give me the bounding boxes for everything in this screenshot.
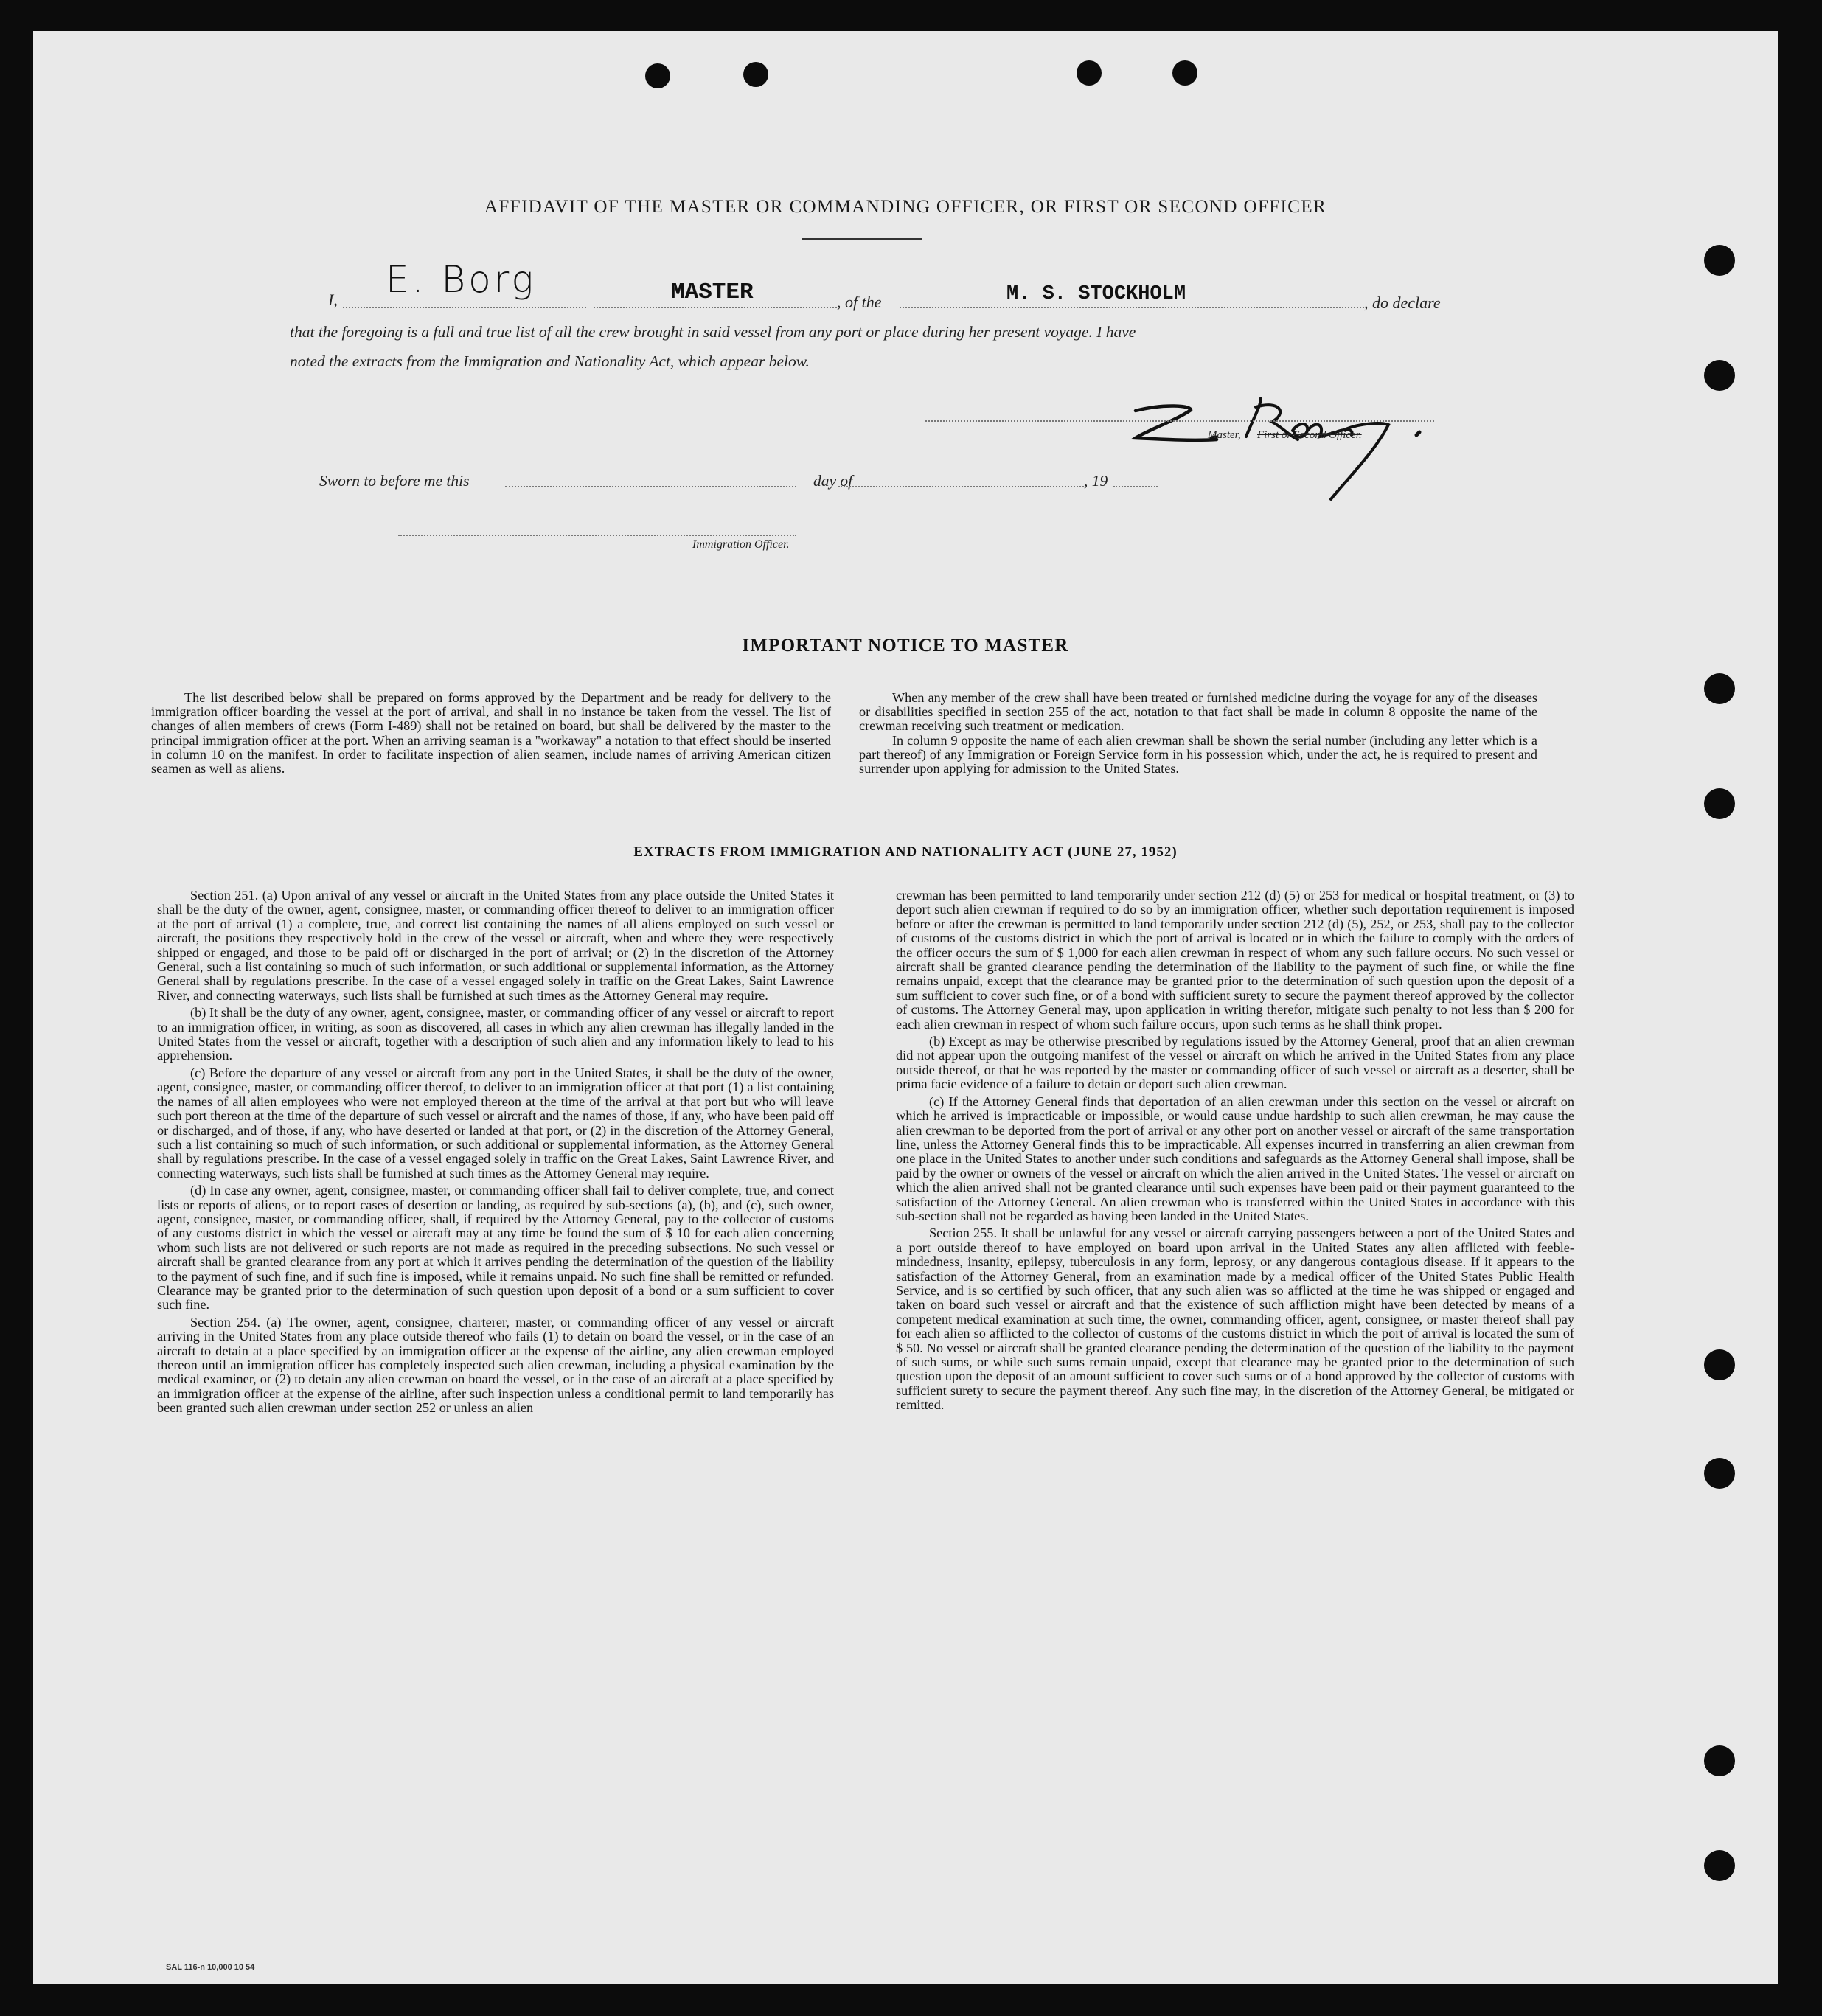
declarant-name-handwritten: E. Borg [386,258,537,301]
notice-title: IMPORTANT NOTICE TO MASTER [742,636,1069,656]
extract-paragraph: (b) It shall be the duty of any owner, agent, consignee, master, or commanding officer of any vessel or aircraft to report to an immigration officer, in writing, as soon as discovered, all cases in which any alien crewman has illegally landed in the United States from the vessel or aircraft, together with a description of such alien and any information likely to lead to his apprehension. [157,1005,834,1063]
signature-label-struck: First or Second Officer. [1257,429,1362,441]
punch-hole [1704,360,1735,391]
declaration-prefix: I, [328,291,338,309]
extract-paragraph: (c) Before the departure of any vessel or aircraft from any port in the United States, it shall be the duty of the owner, agent, consignee, master, or commanding officer thereof, to deliver to an immigration officer at that port (1) a list containing the names of all alien employees who were not employed thereon at the time of the arrival at that port but who will leave such port thereon at the time of the departure of such vessel or aircraft and the names of those, if any, who have been paid off or discharged, and of those, if any, who have deserted or landed at that port, or (2) in the discretion of the Attorney General, such a list containing so much of such information, or such additional or supplemental information, as the Attorney General shall by regulations prescribe. In the case of a vessel engaged solely in traffic on the Great Lakes, Saint Lawrence River, and connecting waterways, such lists shall be furnished at such times as the Attorney General may require. [157,1065,834,1181]
notice-paragraph: The list described below shall be prepared on forms approved by the Department and be ready for delivery to the immigration officer boarding the vessel at the port of arrival, and shall in no instance be taken from the vessel. The list of changes of alien members of crews (Form I-489) shall not be retained on board, but shall be delivered by the master to the principal immigration officer at the port. When an arriving seaman is a "workaway" a notation to that effect should be inserted in column 10 on the manifest. In order to facilitate inspection of alien seamen, include names of arriving American citizen seamen as well as aliens. [151,690,831,776]
extracts-left-column [157,889,834,1416]
punch-hole [1172,60,1197,86]
extracts-title: EXTRACTS FROM IMMIGRATION AND NATIONALITY ACT (JUNE 27, 1952) [633,844,1178,860]
punch-hole [1704,673,1735,704]
declaration-line-2: that the foregoing is a full and true list of all the crew brought in said vessel from any port or place during her present voyage. I have [290,323,1136,341]
do-declare-label: , do declare [1364,293,1441,312]
of-the-label: , of the [837,293,882,311]
rank-typed: MASTER [671,279,754,305]
extracts-right-column [896,889,1574,1413]
signature-label-master: Master, [1208,429,1241,441]
title-divider [802,238,922,240]
extract-paragraph: (b) Except as may be otherwise prescribed by regulations issued by the Attorney General, proof that an alien crewman did not appear upon the outgoing manifest of the vessel or aircraft on which he arrived in the United States from any place outside thereof, or that he was reported by the master or commanding officer of such vessel or aircraft as a deserter, shall be prima facie evidence of a failure to detain or deport such alien crewman. [896,1034,1574,1092]
form-number: SAL 116-n 10,000 10 54 [166,1963,255,1972]
vessel-blank [900,307,1364,308]
immigration-officer-blank [398,535,796,536]
sworn-day-blank [505,486,796,487]
punch-hole [1077,60,1102,86]
extract-paragraph: Section 255. It shall be unlawful for any vessel or aircraft carrying passengers between a port of the United States and a port outside thereof to have employed on board upon arrival in the United States any alien afflicted with feeble-mindedness, insanity, epilepsy, tuberculosis in any form, leprosy, or any dangerous contagious disease. If it appears to the satisfaction of the Attorney General, from an examination made by a medical officer of the United States Public Health Service, and is so certified by such officer, that any such alien was so afflicted at the time he was shipped or engaged and taken on board such vessel or aircraft and that the existence of such affliction might have been detected by means of a competent medical examination at such time, the owner, commanding officer, agent, consignee, or master thereof shall pay for each alien so afflicted to the collector of customs of the customs district in which the port of arrival is located the sum of $ 50. No vessel or aircraft shall be granted clearance pending the determination of the question of the liability to the payment of such sums, or while such sums remain unpaid, except that clearance may be granted prior to the determination of such question upon the deposit of an amount sufficient to cover such sums or of a bond approved by the collector of customs with sufficient surety to secure the payment thereof. Any such fine may, in the discretion of the Attorney General, be mitigated or remitted. [896,1226,1574,1413]
notice-left-column [151,691,831,776]
document-page [33,31,1778,1984]
year-label: , 19 [1084,472,1108,490]
punch-hole [645,63,670,88]
notice-paragraph: When any member of the crew shall have been treated or furnished medicine during the voyage for any of the diseases or disabilities specified in section 255 of the act, notation to that fact shall be made in column 8 opposite the name of the crewman receiving such treatment or medication. [859,690,1537,734]
signature-blank [925,420,1434,422]
rank-blank [594,307,837,308]
extract-paragraph: crewman has been permitted to land temporarily under section 212 (d) (5) or 253 for medical or hospital treatment, or (3) to deport such alien crewman if required to do so by an immigration officer, whether such deportation requirement is imposed before or after the crewman is permitted to land temporarily under section 212 (d) (5), 252, or 253, shall pay to the collector of customs of the customs district in which the port of arrival is located or in which the failure to comply with the orders of the officer occurs the sum of $ 1,000 for each alien crewman in respect of whom any such failure occurs. No such vessel or aircraft shall be granted clearance pending the determination of the liability to the payment of such fine, or while the fine remains unpaid, except that the clearance may be granted prior to the determination of such question upon the deposit of a sum sufficient to cover such fine, or of a bond with sufficient surety to secure the payment thereof approved by the collector of customs. The Attorney General may, upon application in writing therefor, mitigate such penalty to not less than $ 200 for each alien crewman in respect of whom such failure occurs, upon such terms as he shall think proper. [896,888,1574,1032]
punch-hole [1704,1458,1735,1489]
punch-hole [1704,245,1735,276]
declaration-line-3: noted the extracts from the Immigration and Nationality Act, which appear below. [290,352,810,370]
punch-hole [743,62,768,87]
punch-hole [1704,788,1735,819]
vessel-name-typed: M. S. STOCKHOLM [1006,283,1186,305]
affidavit-title: AFFIDAVIT OF THE MASTER OR COMMANDING OFFICER, OR FIRST OR SECOND OFFICER [484,197,1327,217]
extract-paragraph: (c) If the Attorney General finds that deportation of an alien crewman under this section on the vessel or aircraft on which he arrived is impracticable or impossible, or would cause undue hardship to such alien crewman, he may cause the alien crewman to be deported from the port of arrival or any other port on another vessel or aircraft of the same transportation line, unless the Attorney General finds this to be impracticable. All expenses incurred in transferring an alien crewman from one place in the United States to another under such conditions and safeguards as the Attorney General shall impose, shall be paid by the owner or owners of the vessel or aircraft on which the alien arrived in the United States. The vessel or aircraft on which the alien arrived shall not be granted clearance until such expenses have been paid or their payment guaranteed to the satisfaction of the Attorney General. An alien crewman who is transferred within the United States in accordance with this sub-section shall not be regarded as having been landed in the United States. [896,1094,1574,1223]
name-blank [343,307,586,308]
punch-hole [1704,1349,1735,1380]
extract-paragraph: Section 251. (a) Upon arrival of any vessel or aircraft in the United States from any place outside the United States it shall be the duty of the owner, agent, consignee, master, or commanding officer thereof to deliver to an immigration officer at the port of arrival (1) a complete, true, and correct list containing the names of all aliens employed on such vessel or aircraft, the positions they respectively hold in the crew of the vessel or aircraft, when and where they were respectively shipped or engaged, and those to be paid off or discharged in the port of arrival; or (2) in the discretion of the Attorney General, such a list containing so much of such information, or such additional or supplemental information, as the Attorney General shall by regulations prescribe. In the case of a vessel engaged solely in traffic on the Great Lakes, Saint Lawrence River, and connecting waterways, such lists shall be furnished at such times as the Attorney General may require. [157,888,834,1003]
notice-paragraph: In column 9 opposite the name of each alien crewman shall be shown the serial number (including any letter which is a part thereof) of any Immigration or Foreign Service form in his possession which, under the act, he is required to present and surrender upon applying for admission to the United States. [859,732,1537,776]
extract-paragraph: Section 254. (a) The owner, agent, consignee, charterer, master, or commanding officer of any vessel or aircraft arriving in the United States from any place outside thereof who fails (1) to detain on board the vessel, or in the case of an aircraft to detain at a place specified by an immigration officer at the expense of the airline, any alien crewman employed thereon until an immigration officer has completely inspected such alien crewman, including a physical examination by the medical examiner, or (2) to detain any alien crewman on board the vessel, or in the case of an aircraft at a place specified by an immigration officer at the expense of the airline, after such inspection unless a conditional permit to land temporarily has been granted such alien crewman under section 252 or unless an alien [157,1314,834,1416]
immigration-officer-label: Immigration Officer. [692,538,790,551]
sworn-month-blank [838,486,1084,487]
day-of-label: day of [813,472,853,490]
notice-right-column [859,691,1537,776]
punch-hole [1704,1745,1735,1776]
sworn-year-blank [1113,486,1158,487]
sworn-label: Sworn to before me this [319,472,470,490]
extract-paragraph: (d) In case any owner, agent, consignee, master, or commanding officer shall fail to deliver complete, true, and correct lists or reports of aliens, or to report cases of desertion or landing, as required by sub-sections (a), (b), and (c), such owner, agent, consignee, master, or commanding officer, shall, if required by the Attorney General, pay to the collector of customs of any customs district in which the vessel or aircraft may at any time be found the sum of $ 10 for each alien concerning whom such lists are not delivered or such reports are not made as required in the preceding subsections. No such vessel or aircraft shall be granted clearance from any port at which it arrives pending the determination of the question of the liability to the payment of such fine, and if such fine is imposed, while it remains unpaid. No such fine shall be remitted or refunded. Clearance may be granted prior to the determination of such question upon deposit of a bond or a sum sufficient to cover such fine. [157,1183,834,1313]
punch-hole [1704,1850,1735,1881]
